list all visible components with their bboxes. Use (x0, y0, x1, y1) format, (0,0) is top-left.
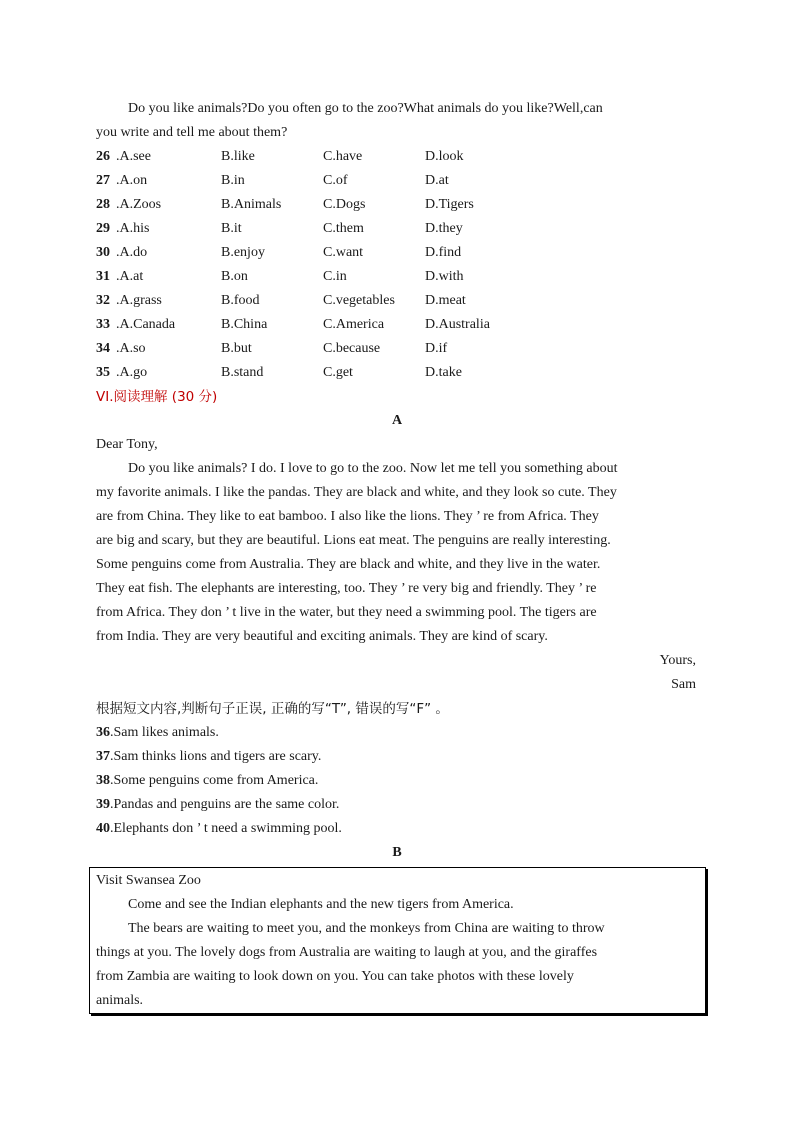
passage-b-line: from Zambia are waiting to look down on you. You can take photos with these lovely (96, 969, 574, 984)
option-d: D.take (425, 365, 462, 380)
option-d: D.Australia (425, 317, 490, 332)
cloze-question (96, 289, 616, 313)
tf-question (96, 745, 321, 769)
option-a: .A.on (116, 173, 148, 188)
option-d: D.with (425, 269, 464, 284)
option-d: D.Tigers (425, 197, 474, 212)
question-number: 31 (96, 269, 110, 284)
passage-a-line: Do you like animals? I do. I love to go to the zoo. Now let me tell you something about (128, 461, 618, 476)
question-number: 40 (96, 821, 110, 836)
option-b: B.stand (221, 365, 264, 380)
option-a: .A.grass (116, 293, 162, 308)
cloze-question (96, 361, 616, 385)
option-d: D.look (425, 149, 464, 164)
question-number: 29 (96, 221, 110, 236)
intro-line-2: you write and tell me about them? (96, 125, 288, 140)
question-text: .Sam likes animals. (110, 725, 219, 740)
question-number: 34 (96, 341, 110, 356)
passage-a-heading: A (391, 413, 403, 428)
passage-a-line: from Africa. They don ’ t live in the water, but they need a swimming pool. The tigers are (96, 605, 597, 620)
option-b: B.on (221, 269, 248, 284)
passage-b-line: The bears are waiting to meet you, and the monkeys from China are waiting to throw (128, 921, 605, 936)
passage-b-heading: B (392, 845, 402, 860)
question-text: .Sam thinks lions and tigers are scary. (110, 749, 322, 764)
intro-line-1: Do you like animals?Do you often go to the zoo?What animals do you like?Well,can (128, 101, 603, 116)
question-number: 26 (96, 149, 110, 164)
cloze-question (96, 145, 616, 169)
option-a: .A.Zoos (116, 197, 162, 212)
option-c: C.because (323, 341, 381, 356)
option-d: D.meat (425, 293, 466, 308)
option-b: B.Animals (221, 197, 282, 212)
question-number: 32 (96, 293, 110, 308)
option-c: C.have (323, 149, 363, 164)
cloze-question (96, 313, 616, 337)
tf-question (96, 793, 339, 817)
option-b: B.like (221, 149, 255, 164)
option-c: C.America (323, 317, 385, 332)
option-a: .A.Canada (116, 317, 176, 332)
passage-a-line: from India. They are very beautiful and exciting animals. They are kind of scary. (96, 629, 548, 644)
passage-b-line-1: Come and see the Indian elephants and the new tigers from America. (128, 897, 514, 912)
tf-question (96, 817, 342, 841)
option-a: .A.see (116, 149, 151, 164)
passage-a-line: my favorite animals. I like the pandas. They are black and white, and they look so cute. They (96, 485, 617, 500)
option-c: C.them (323, 221, 364, 236)
section-title: VI.阅读理解 (30 分) (96, 389, 218, 405)
option-b: B.enjoy (221, 245, 265, 260)
option-b: B.it (221, 221, 242, 236)
option-c: C.in (323, 269, 347, 284)
question-text: .Some penguins come from America. (110, 773, 319, 788)
passage-a-signature: Sam (671, 677, 696, 692)
question-text: .Pandas and penguins are the same color. (110, 797, 340, 812)
cloze-question (96, 169, 616, 193)
passage-b-line: animals. (96, 993, 144, 1008)
option-d: D.find (425, 245, 462, 260)
option-c: C.get (323, 365, 353, 380)
option-b: B.China (221, 317, 268, 332)
cloze-question (96, 193, 616, 217)
option-c: C.of (323, 173, 348, 188)
cloze-question (96, 265, 616, 289)
option-a: .A.his (116, 221, 150, 236)
tf-question (96, 721, 219, 745)
question-number: 33 (96, 317, 110, 332)
passage-a-line: Some penguins come from Australia. They are black and white, and they live in the water. (96, 557, 601, 572)
option-d: D.if (425, 341, 448, 356)
tf-question (96, 769, 318, 793)
option-a: .A.go (116, 365, 148, 380)
passage-a-greeting: Dear Tony, (96, 437, 158, 452)
option-b: B.food (221, 293, 260, 308)
option-a: .A.so (116, 341, 146, 356)
question-number: 36 (96, 725, 110, 740)
passage-a-line: are from China. They like to eat bamboo. I also like the lions. They ’ re from Africa. They (96, 509, 599, 524)
passage-a-line: are big and scary, but they are beautiful. Lions eat meat. The penguins are really interesting. (96, 533, 611, 548)
tf-instruction: 根据短文内容,判断句子正误, 正确的写“T”, 错误的写“F” 。 (96, 701, 449, 717)
option-c: C.Dogs (323, 197, 366, 212)
option-d: D.at (425, 173, 449, 188)
question-number: 27 (96, 173, 110, 188)
option-b: B.in (221, 173, 245, 188)
question-number: 37 (96, 749, 110, 764)
option-c: C.want (323, 245, 364, 260)
option-a: .A.do (116, 245, 148, 260)
cloze-question (96, 241, 616, 265)
option-a: .A.at (116, 269, 144, 284)
passage-b-line: things at you. The lovely dogs from Australia are waiting to laugh at you, and the giraffes (96, 945, 598, 960)
question-number: 30 (96, 245, 110, 260)
question-text: .Elephants don ’ t need a swimming pool. (110, 821, 342, 836)
cloze-question (96, 337, 616, 361)
option-d: D.they (425, 221, 463, 236)
option-b: B.but (221, 341, 252, 356)
passage-a-closing: Yours, (659, 653, 696, 668)
question-number: 28 (96, 197, 110, 212)
cloze-question (96, 217, 616, 241)
question-number: 39 (96, 797, 110, 812)
option-c: C.vegetables (323, 293, 395, 308)
passage-b-title: Visit Swansea Zoo (96, 873, 201, 888)
question-number: 38 (96, 773, 110, 788)
question-number: 35 (96, 365, 110, 380)
passage-a-line: They eat fish. The elephants are interesting, too. They ’ re very big and friendly. They ’ re (96, 581, 597, 596)
